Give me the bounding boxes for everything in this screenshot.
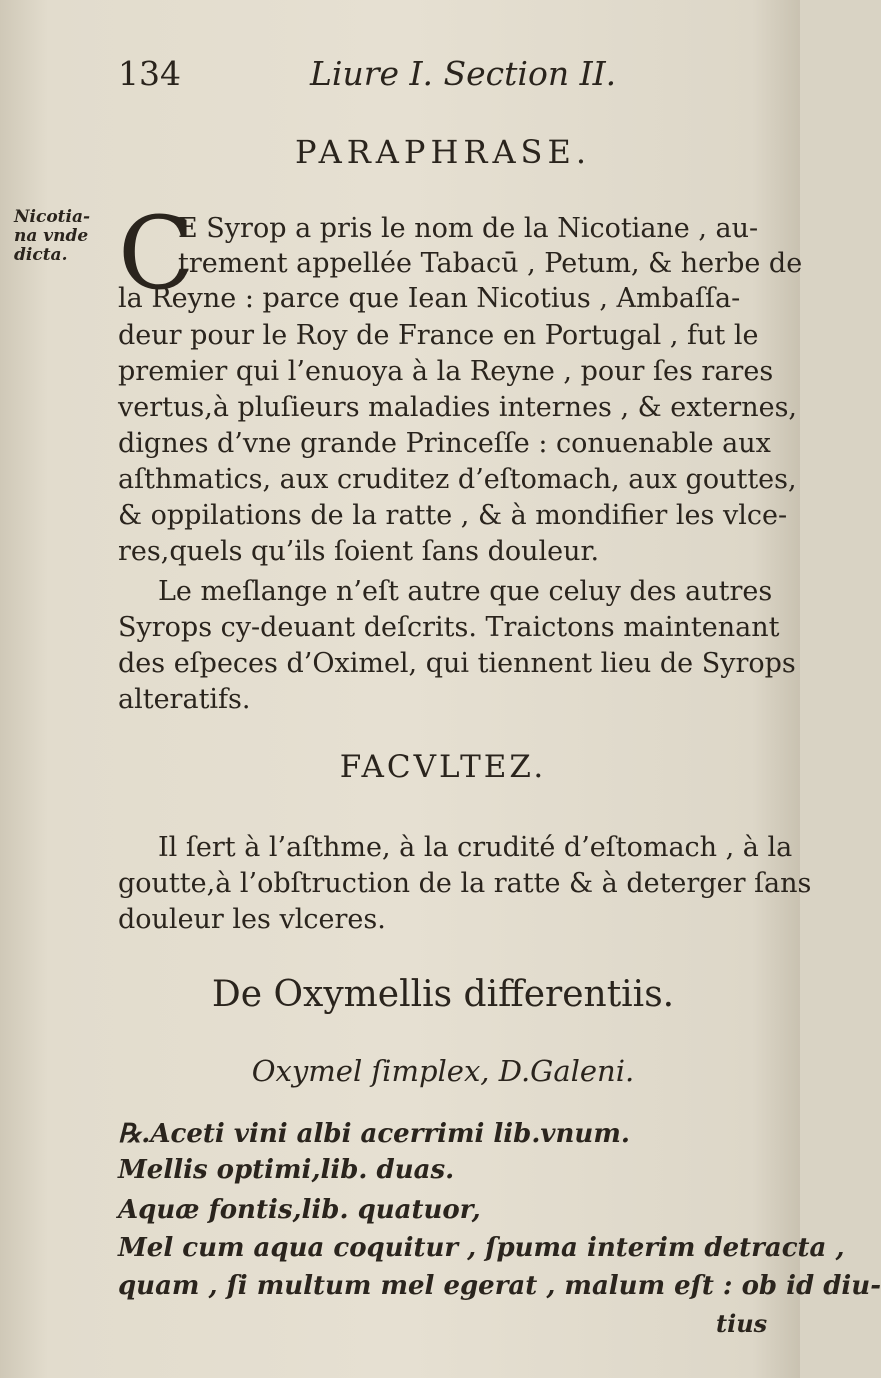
text-line: deur pour le Roy de France en Portugal , fut le: [118, 320, 759, 351]
margin-note: [14, 208, 126, 265]
text-line: la Reyne : parce que Iean Nicotius , Ambaſſa-: [118, 283, 741, 314]
running-title: Liure I. Section II.: [310, 54, 617, 93]
text-line: & oppilations de la ratte , & à mondifier les vlce-: [118, 500, 788, 531]
text-line: goutte,à l’obſtruction de la ratte & à deterger ſans: [118, 868, 812, 899]
margin-note-line: Nicotia-: [14, 207, 91, 227]
recipe-line: ℞.Aceti vini albi acerrimi lib.vnum.: [118, 1119, 630, 1149]
text-line: trement appellée Tabacū , Petum, & herbe de: [178, 248, 803, 279]
drop-cap: C: [118, 195, 195, 312]
text-line: Il ſert à l’aſthme, à la crudité d’eſtomach , à la: [158, 832, 793, 863]
simplex-heading: Oxymel ſimplex, D.Galeni.: [251, 1054, 635, 1088]
page-header: [118, 54, 678, 94]
text-line: Syrops cy-deuant deſcrits. Traictons maintenant: [118, 612, 780, 643]
recipe-line: quam , ſi multum mel egerat , malum eſt : ob id diu-: [118, 1271, 881, 1301]
page-number: 134: [118, 54, 181, 93]
text-line: douleur les vlceres.: [118, 904, 386, 935]
text-line: des eſpeces d’Oximel, qui tiennent lieu de Syrops: [118, 648, 796, 679]
margin-note-line: na vnde: [14, 226, 89, 246]
recipe-line: Mellis optimi,lib. duas.: [118, 1155, 455, 1185]
catchword: tius: [716, 1309, 768, 1338]
recipe-line: Aquæ fontis,lib. quatuor,: [118, 1195, 481, 1225]
text-line: E Syrop a pris le nom de la Nicotiane , au-: [178, 213, 759, 244]
paraphrase-heading: PARAPHRASE.: [295, 133, 591, 171]
oxymellis-heading: De Oxymellis differentiis.: [211, 974, 675, 1015]
recipe-line: Mel cum aqua coquitur , ſpuma interim detracta ,: [118, 1233, 845, 1263]
text-line: res,quels qu’ils ſoient ſans douleur.: [118, 536, 600, 567]
facultez-heading: FACVLTEZ.: [339, 749, 547, 785]
text-line: Le meſlange n’eſt autre que celuy des autres: [158, 576, 773, 607]
text-line: dignes d’vne grande Princeſſe : conuenable aux: [118, 428, 771, 459]
text-line: alteratifs.: [118, 684, 251, 715]
text-line: vertus,à pluſieurs maladies internes , & externes,: [118, 392, 798, 423]
text-line: premier qui l’enuoya à la Reyne , pour ſes rares: [118, 356, 774, 387]
text-line: aſthmatics, aux cruditez d’eſtomach, aux gouttes,: [118, 464, 797, 495]
margin-note-line: dicta.: [14, 245, 68, 265]
